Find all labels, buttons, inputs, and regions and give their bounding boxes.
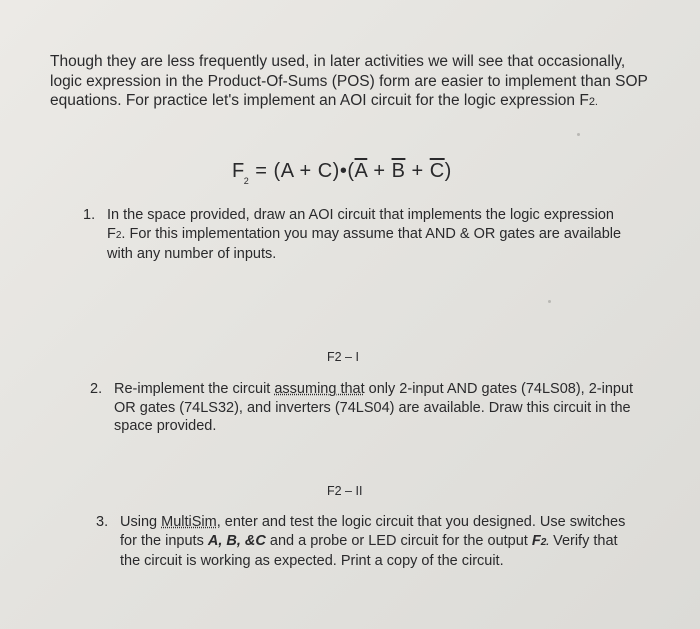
list-item-1: [83, 206, 627, 264]
equation-lhs: F: [232, 160, 245, 182]
list-item-1-text-b: . For this implementation you may assume that AND & OR gates are available with any number of inputs.: [107, 225, 622, 262]
list-item-3-variables: A, B, &C: [207, 532, 266, 549]
equation-b-bar: $\overline{B}$: [391, 160, 406, 182]
equation-c-bar: $\overline{C}$: [429, 160, 445, 182]
list-item-2-underlined: assuming that: [274, 381, 365, 397]
intro-text: Though they are less frequently used, in later activities we will see that occasionally, logic expression in the Product-Of-Sums (POS) form are easier to implement than SOP equations. For practice let's implement an AOI circuit for the logic expression F: [50, 53, 648, 109]
list-item-3-text-b: , enter and test the logic circuit that you designed. Use switches for the inputs: [120, 514, 626, 549]
equation-plus-2: +: [405, 160, 430, 182]
list-item-3-output: F: [531, 532, 541, 549]
list-item-3-text-c: and a probe or LED circuit for the output: [265, 532, 532, 549]
equation-and-dot: •: [339, 160, 348, 182]
list-item-3-text-a: Using: [120, 514, 162, 530]
equation-open-paren: (: [347, 160, 355, 182]
intro-subscript: 2.: [588, 96, 598, 108]
list-item-1-subscript: 2: [115, 229, 122, 241]
list-item-3-underlined: MultiSim: [161, 514, 217, 530]
list-item-2: [90, 380, 644, 436]
list-item-3-output-subscript: 2.: [540, 536, 550, 548]
equation-first-term: = (A + C): [249, 160, 340, 182]
intro-paragraph: [50, 52, 660, 113]
answer-space-label-1: F2 – I: [327, 350, 359, 364]
paper-speck: [577, 133, 580, 136]
equation-lhs-subscript: 2: [243, 176, 250, 186]
equation-a-bar: $\overline{A}$: [354, 160, 368, 182]
list-item-2-text-b: only 2-input AND gates (74LS08), 2-input OR gates (74LS32), and inverters (74LS04) are available. Draw this circuit in the space provided.: [114, 381, 634, 434]
equation-plus-1: +: [367, 160, 392, 182]
list-item-2-text-a: Re-implement the circuit: [114, 381, 275, 397]
list-item-1-text-a: In the space provided, draw an AOI circuit that implements the logic expression F: [107, 207, 614, 242]
list-item-2-number: 2.: [90, 381, 103, 397]
list-item-3-text-d: Verify that the circuit is working as expected. Print a copy of the circuit.: [120, 532, 618, 569]
list-item-3-number: 3.: [96, 514, 109, 530]
paper-speck: [548, 300, 551, 303]
list-item-3: [96, 513, 640, 571]
list-item-1-number: 1.: [83, 207, 96, 223]
logic-equation: [232, 160, 452, 186]
equation-close-paren: ): [444, 160, 452, 182]
answer-space-label-2: F2 – II: [327, 484, 363, 498]
